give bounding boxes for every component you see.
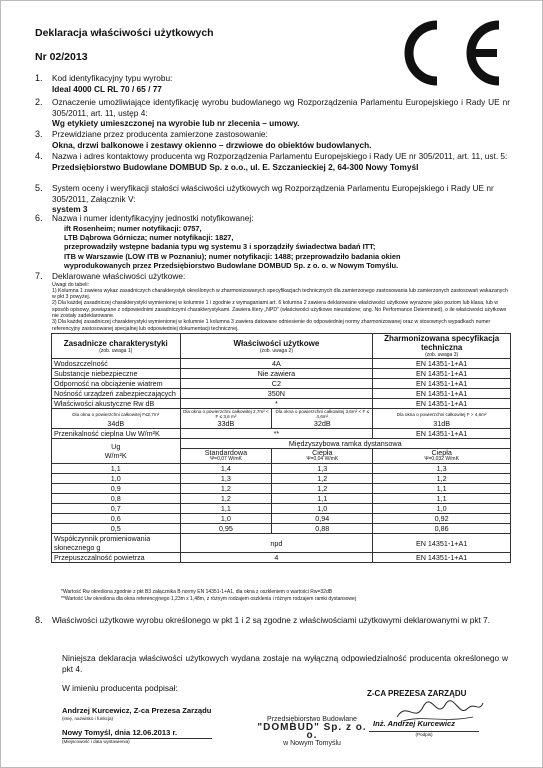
place-date: Nowy Tomyśl, dnia 12.06.2013 r.: [62, 728, 178, 737]
company-stamp: Przedsiębiorstwo Budowlane "DOMBUD" Sp. z o. o. w Nowym Tomyślu: [257, 716, 367, 747]
table-row: Nośność urządzeń zabezpieczających 350N EN 14351-1+A1: [52, 389, 511, 399]
table-row: Substancje niebezpieczne Nie zawiera EN 14351-1+A1: [52, 369, 511, 379]
ug-row: 1,0 1,3 1,2 1,2: [52, 474, 511, 484]
table-row: Odporność na obciążenie wiatrem C2 EN 14351-1+A1: [52, 379, 511, 389]
product-type-code: Ideal 4000 CL RL 70 / 65 / 77: [52, 83, 162, 94]
signature-title: Z-CA PREZESA ZARZĄDU: [367, 689, 467, 698]
item-7: 7. Deklarowane właściwości użytkowe: Uwagi do tabeli: 1) Kolumna 1 zawiera wykaz zasadniczych charakterystyk określonych w zharmonizowanych specyfikacjach technicznych dla zamierzonego zastosowania lub zamierzonych zastosowań wskazanych w pkt 3 powyżej. 2) Dla każdej zasadniczej charakterystyki wymienionej w kolumnie 1 i zgodnie z wymaganiami art. 6 kolumna 2 zawiera deklarowane właściwości użytkowe wyrażone jako poziom lub klasa, lub w sposób opisowy, powiązane z odpowiednimi zasadniczymi charakterystykami. Zawiera litery „NPD” (właściwości użytkowe nieustalone; ang. No Performance Determined), o ile właściwości użytkowe nie zostały zadeklarowane. 3) Dla każdej zasadniczej charakterystyki wymienionej w kolumnie 1 kolumna 3 zawiera datowane odniesienie do odpowiedniej normy zharmonizowanej oraz w stosownych wypadkach numer referencyjny zastosowanej specjalnej lub odpowiedniej dokumentacji technicznej.: [35, 271, 508, 332]
signature-caption: (Podpis): [369, 731, 479, 737]
item-1: 1. Kod identyfikacyjny typu wyrobu: Ideal 4000 CL RL 70 / 65 / 77: [35, 73, 510, 94]
ug-row: 0,7 1,1 1,0 1,0: [52, 504, 511, 514]
table-row: Przenikalność cieplna Uw W/m²K ** EN 14351-1+A1: [52, 429, 511, 439]
table-row: Wodoszczelność 4A EN 14351-1+A1: [52, 359, 511, 369]
col-header-performance: Właściwości użytkowe (zob. uwaga 2): [180, 334, 373, 359]
table-footnote-1: *Wartość Rw określona zgodnie z pkt B3 załącznika B normy EN 14351-1+A1, dla okna z oszkleniem o wartości Rw=32dB: [61, 589, 333, 595]
signature-name: Inż. Andrzej Kurcewicz: [373, 719, 455, 728]
table-row: Współczynnik promieniowania słonecznego g npd EN 14351-1+A1: [52, 534, 511, 553]
item-8: 8. Właściwości użytkowe wyrobu określonego w pkt 1 i 2 są zgodne z właściwościami użytkowymi deklarowanymi w pkt 7.: [35, 615, 491, 625]
signatory-caption: (imię, nazwisko i funkcja): [62, 716, 114, 721]
ug-row: 0,5 0,95 0,88 0,86: [52, 524, 511, 534]
item-3: 3. Przewidziane przez producenta zamierzone zastosowanie: Okna, drzwi balkonowe i zestawy okienno – drzwiowe do obiektów budowlanych.: [35, 129, 372, 150]
ug-row: 0,9 1,2 1,2 1,1: [52, 484, 511, 494]
responsibility-statement: Niniejsza deklaracja właściwości użytkowych wydana zostaje na wyłączną odpowiedzialność producenta określonego w pkt 4.: [62, 653, 508, 674]
acoustic-heads: Dla okna o powierzchni całkowitej F≤2,7m² Dla okna o powierzchni całkowitej 2,7m² < F ≤ 3,6 m² Dla okna o powierzchni całkowitej 3,6m² < F ≤ 4,6m² Dla okna o powierzchni całkowitej F > 4,6m²: [52, 409, 511, 420]
ug-row: 1,1 1,4 1,3 1,3: [52, 464, 511, 474]
table-footnote-2: **Wartość Uw określona dla okna referencyjnego 1,23m x 1,48m, z różnym rodzajem oszklenia i różnym rodzajem ramki dystansowej: [61, 596, 356, 602]
col-header-spec: Zharmonizowana specyfikacja techniczna (zob. uwaga 3): [373, 334, 511, 359]
item-2: 2. Oznaczenie umożliwiające identyfikację wyrobu budowlanego wg Rozporządzenia Parlamentu Europejskiego i Rady UE nr 305/2011, art. 11, ustęp 4: Wg etykiety umieszczonej na wyrobie lub nr zlecenia – umowy.: [35, 97, 510, 128]
document-number: Nr 02/2013: [35, 51, 88, 63]
item-5: 5. System oceny i weryfikacji stałości właściwości użytkowych wg Rozporządzenia Parlamentu Europejskiego i Rady UE nr 305/2011, Załącznik V: system 3: [35, 183, 494, 214]
ramka-cols-row: Standardowa Ψ=0,07 W/mK Ciepła Ψ=0,04 W/mK Ciepła Ψ=0,032 W/mK: [52, 449, 511, 464]
item-6: 6. Nazwa i numer identyfikacyjny jednostki notyfikowanej: ift Rosenheim; numer notyfikacji: 0757, LTB Dąbrowa Górnicza; numer notyfikacji: 1827, przeprowadziły wstępne badania typu wg systemu 3 i sporządziły świadectwa badań ITT; ITB w Warszawie (LOW ITB w Poznaniu); numer notyfikacji: 1488; przeprowadziło badania okien wyprodukowanych przez Przedsiębiorstwo Budowlane DOMBUD Sp. z o. o. w Nowym Tomyślu.: [35, 213, 401, 271]
table-row: Przepuszczalność powietrza 4 EN 14351-1+A1: [52, 553, 511, 563]
place-date-caption: (Miejscowość i data wystawienia): [62, 738, 212, 744]
item-4: 4. Nazwa i adres kontaktowy producenta wg Rozporządzenia Parlamentu Europejskiego i Rady UE nr 305/2011, art. 11, ust. 5: Przedsiębiorstwo Budowlane DOMBUD Sp. z o.o., ul. E. Szczanieckiej 2, 64-300 Nowy Tomyśl: [35, 151, 508, 172]
document-title: Deklaracja właściwości użytkowych: [35, 27, 214, 39]
performance-table: [51, 333, 511, 563]
ug-row: 0,8 1,2 1,1 1,1: [52, 494, 511, 504]
col-header-characteristics: Zasadnicze charakterystyki (zob. uwaga 1): [52, 334, 181, 359]
ug-row: 0,6 1,0 0,94 0,92: [52, 514, 511, 524]
signed-by-label: W imieniu producenta podpisał:: [62, 683, 178, 693]
ramka-title-row: Ug W/m²K Międzyszybowa ramka dystansowa: [52, 439, 511, 449]
acoustic-values: 34dB 33dB 32dB 31dB: [52, 419, 511, 429]
table-row: Właściwości akustyczne Rw dB * EN 14351-1+A1: [52, 399, 511, 409]
signatory-name: Andrzej Kurcewicz, Z-ca Prezesa Zarządu: [62, 706, 212, 715]
